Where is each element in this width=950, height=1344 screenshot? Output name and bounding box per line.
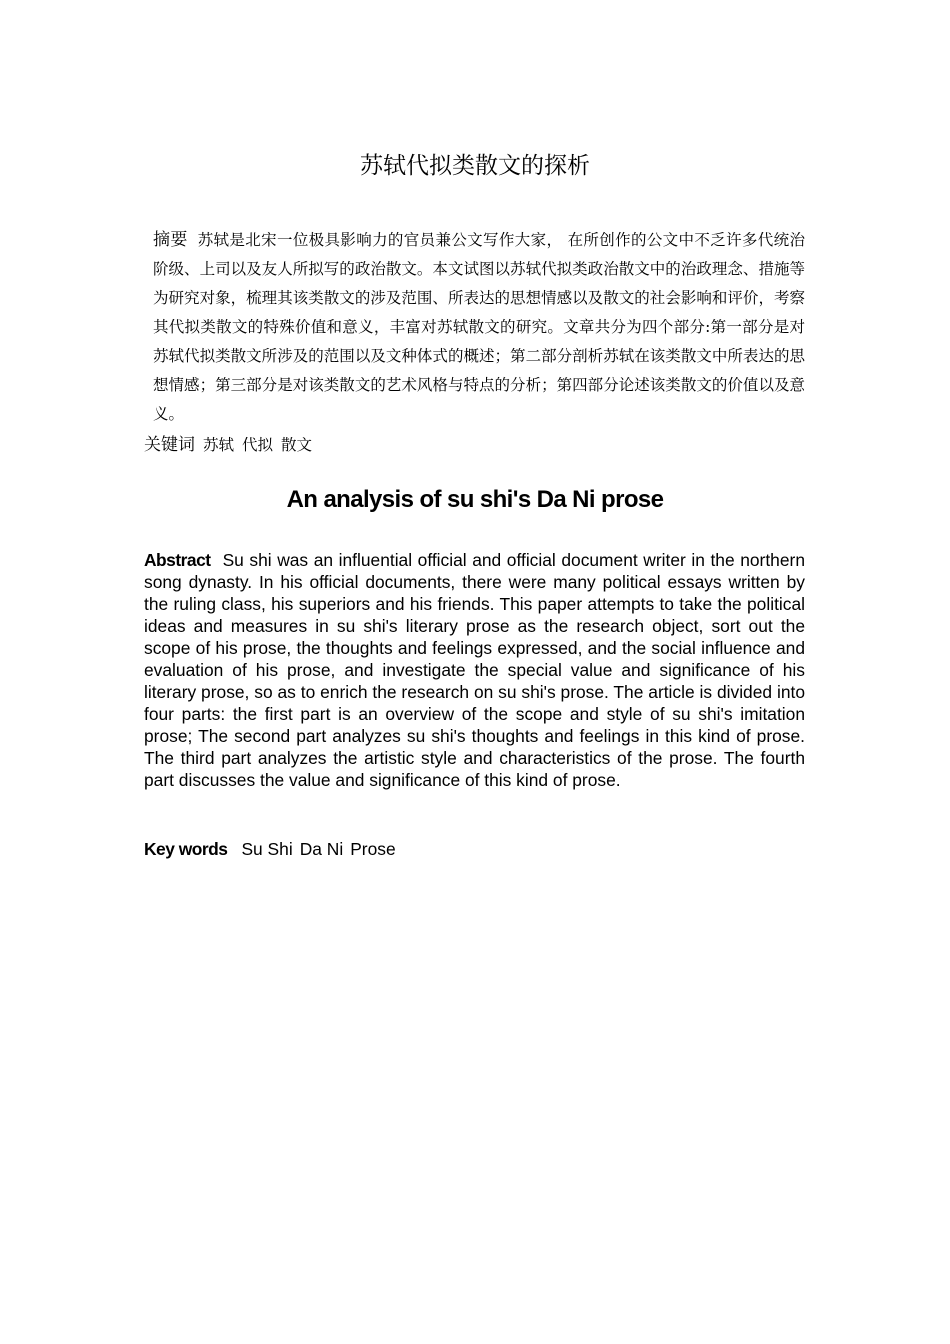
chinese-keywords-label: 关键词	[144, 435, 195, 455]
chinese-abstract-label: 摘要	[153, 230, 188, 250]
english-abstract-text: Su shi was an influential official and official document writer in the northern song dynasty. In his official documents, there were many political essays written by the ruling class, his superiors and his friends. This paper attempts to take the political ideas and measures in su shi's literary prose as the research object, sort out the scope of his prose, the thoughts and feelings expressed, and the social influence and evaluation of his prose, and investigate the special value and significance of his literary prose, so as to enrich the research on su shi's prose. The article is divided into four parts: the first part is an overview of the scope and style of su shi's imitation prose; The second part analyzes su shi's thoughts and feelings in this kind of prose. The third part analyzes the artistic style and characteristics of the prose. The fourth part discusses the value and significance of this kind of prose.	[144, 550, 805, 790]
english-abstract-label: Abstract	[144, 550, 211, 570]
english-title: An analysis of su shi's Da Ni prose	[286, 486, 664, 513]
chinese-keyword: 苏轼	[203, 436, 235, 454]
english-abstract	[144, 549, 805, 791]
chinese-keyword: 代拟	[242, 436, 274, 454]
english-keyword: Prose	[350, 839, 396, 859]
english-keyword: Da Ni	[299, 839, 344, 859]
chinese-keyword: 散文	[281, 436, 313, 454]
chinese-title: 苏轼代拟类散文的探析	[360, 153, 590, 179]
english-keywords-label: Key words	[144, 839, 228, 859]
chinese-abstract	[153, 226, 805, 429]
chinese-keywords	[144, 431, 806, 460]
english-keywords	[144, 837, 805, 861]
chinese-abstract-text: 苏轼是北宋一位极具影响力的官员兼公文写作大家， 在所创作的公文中不乏许多代统治阶级、上司以及友人所拟写的政治散文。本文试图以苏轼代拟类政治散文中的治政理念、措施等为研究对象，梳理其该类散文的涉及范围、所表达的思想情感以及散文的社会影响和评价，考察其代拟类散文的特殊价值和意义，丰富对苏轼散文的研究。文章共分为四个部分:第一部分是对苏轼代拟类散文所涉及的范围以及文种体式的概述；第二部分剖析苏轼在该类散文中所表达的思想情感；第三部分是对该类散文的艺术风格与特点的分析；第四部分论述该类散文的价值以及意义。	[153, 231, 805, 423]
english-keyword: Su Shi	[241, 839, 293, 859]
